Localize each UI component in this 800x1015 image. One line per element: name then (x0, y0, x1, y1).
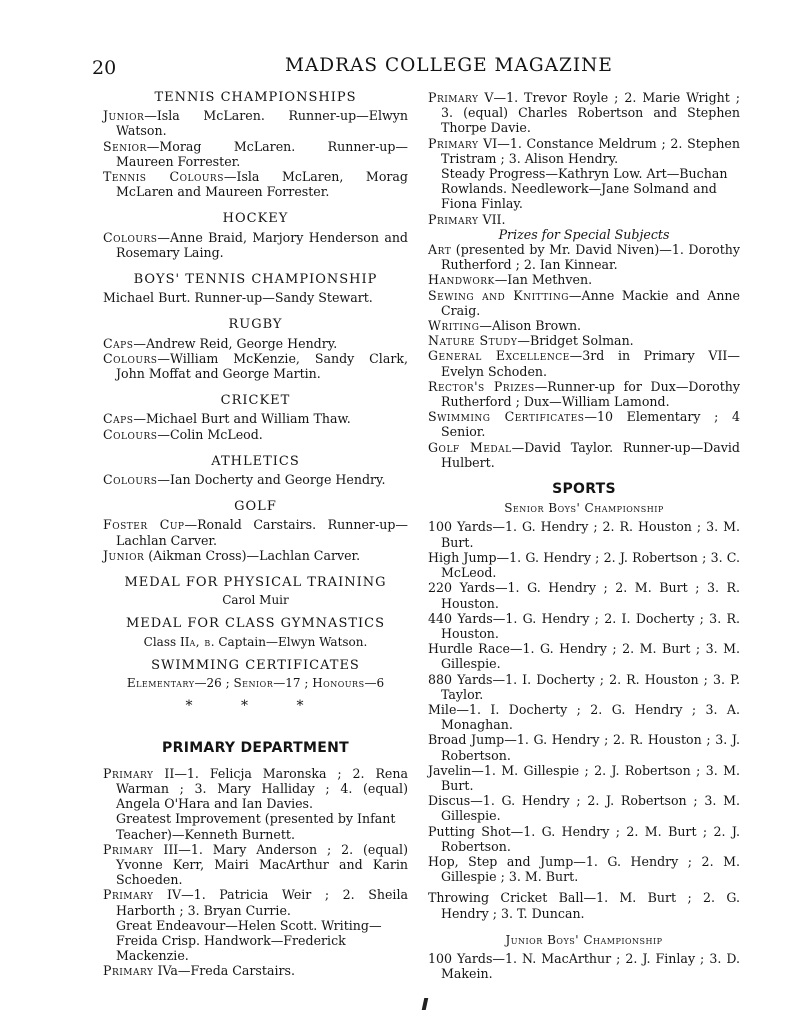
sports-result: Broad Jump—1. G. Hendry ; 2. R. Houston ; 3. J. Robertson. (428, 732, 740, 763)
entry-label: Tennis Colours (103, 169, 224, 185)
entry-label: Colours (103, 350, 158, 366)
sports-result: Hurdle Race—1. G. Hendry ; 2. M. Burt ; 3. M. Gillespie. (428, 641, 740, 672)
entry-text: —Isla McLaren, Morag McLaren and Maureen Forrester. (116, 169, 408, 200)
entry-text: —Runner-up for Dux—Dorothy Rutherford ; Dux—William Lamond. (441, 378, 740, 410)
medal-cg-text: . Captain—Elwyn Watson. (210, 634, 368, 649)
sports-result: Hop, Step and Jump—1. G. Hendry ; 2. M. Gillespie ; 3. M. Burt. (428, 853, 740, 885)
entry-primary-v (428, 90, 740, 136)
entry-boys-tennis: Michael Burt. Runner-up—Sandy Stewart. (103, 290, 373, 306)
entry-tennis-colours (103, 169, 408, 199)
entry-text: —Anne Braid, Marjory Henderson and Rosemary Laing. (116, 229, 408, 260)
heading-rugby: RUGBY (228, 317, 283, 333)
sports-result: Putting Shot—1. G. Hendry ; 2. M. Burt ; 2. J. Robertson. (428, 823, 740, 854)
entry-golf-foster-cup (103, 517, 408, 547)
sports-result: Discus—1. G. Hendry ; 2. J. Robertson ; 3. M. Gillespie. (428, 793, 740, 824)
entry-text: —Anne Mackie and Anne Craig. (441, 287, 740, 318)
entry-primary-ii-extra: Greatest Improvement (presented by Infant Teacher)—Kenneth Burnett. (116, 811, 396, 842)
entry-label: Primary (428, 211, 479, 227)
entry-label: Primary (428, 90, 479, 105)
left-column (103, 90, 408, 979)
entry-label: Colours (103, 229, 158, 245)
entry-text: III—1. Mary Anderson ; 2. (equal) Yvonne Kerr, Mairi MacArthur and Karin Schoeden. (116, 841, 408, 888)
entry-rugby-caps (103, 336, 408, 351)
entry-label: Caps (103, 411, 134, 427)
heading-hockey: HOCKEY (222, 211, 289, 227)
sports-result: High Jump—1. G. Hendry ; 2. J. Robertson ; 3. C. McLeod. (428, 549, 740, 581)
entry-primary-ii (103, 766, 408, 812)
entry-athletics-colours (103, 472, 408, 487)
entry-label: Primary (103, 887, 154, 903)
entry-label: Caps (103, 335, 134, 351)
entry-primary-iii (103, 842, 408, 888)
entry-label: Primary (103, 841, 154, 857)
entry-primary-iv (103, 887, 408, 917)
entry-label: Colours (103, 426, 158, 442)
entry-general-excellence (428, 348, 740, 378)
heading-tennis: TENNIS CHAMPIONSHIPS (154, 90, 357, 105)
entry-text: —Isla McLaren. Runner-up—Elwyn Watson. (116, 108, 408, 139)
swim-label: Honours (312, 676, 365, 691)
entry-text: —David Taylor. Runner-up—David Hulbert. (441, 439, 740, 470)
entry-text: —Colin McLeod. (157, 426, 263, 442)
entry-text: V—1. Trevor Royle ; 2. Marie Wright ; 3. (equal) Charles Robertson and Stephen Thorpe Davie. (441, 90, 740, 136)
sports-result: 880 Yards—1. I. Docherty ; 2. R. Houston ; 3. P. Taylor. (428, 671, 740, 702)
entry-text: (Aikman Cross)—Lachlan Carver. (144, 547, 361, 563)
entry-text: —3rd in Primary VII—Evelyn Schoden. (441, 348, 740, 379)
entry-label: Primary (428, 135, 479, 151)
heading-medal-pt: MEDAL FOR PHYSICAL TRAINING (124, 575, 387, 591)
entry-text: —William McKenzie, Sandy Clark, John Moffat and George Martin. (116, 350, 408, 382)
entry-label: Swimming Certificates (428, 409, 585, 425)
entry-label: Primary (103, 963, 154, 979)
class-prefix: Class II (143, 634, 190, 649)
page-number: 20 (92, 57, 117, 79)
sports-result: Javelin—1. M. Gillespie ; 2. J. Robertson ; 3. M. Burt. (428, 762, 740, 793)
entry-label: Colours (103, 472, 158, 488)
heading-cricket: CRICKET (220, 393, 291, 409)
entry-text: VI—1. Constance Meldrum ; 2. Stephen Tristram ; 3. Alison Hendry. (441, 135, 740, 166)
entry-text: —Ronald Carstairs. Runner-up—Lachlan Carver. (116, 517, 408, 548)
sports-result: Throwing Cricket Ball—1. M. Burt ; 2. G. Hendry ; 3. T. Duncan. (428, 890, 740, 921)
entry-label: Rector's Prizes (428, 378, 535, 394)
swim-value: —17 ; (273, 676, 313, 691)
entry-label: Foster Cup (103, 517, 185, 533)
heading-athletics: ATHLETICS (211, 453, 300, 469)
heading-sports: SPORTS (552, 481, 616, 498)
sports-result: 220 Yards—1. G. Hendry ; 2. M. Burt ; 3. R. Houston. (428, 580, 740, 611)
heading-special-subjects: Prizes for Special Subjects (498, 226, 670, 242)
entry-label: Writing (428, 318, 480, 334)
entry-cricket-caps (103, 411, 408, 426)
entry-golf-junior (103, 548, 408, 563)
entry-label: Golf Medal (428, 439, 512, 455)
entry-handwork (428, 272, 740, 287)
entry-art (428, 242, 740, 272)
swim-value: —26 ; (194, 676, 234, 691)
entry-text: —Michael Burt and William Thaw. (133, 411, 351, 427)
entry-sewing (428, 288, 740, 318)
heading-swimming: SWIMMING CERTIFICATES (151, 657, 360, 673)
entry-tennis-senior (103, 139, 408, 169)
entry-label: Handwork (428, 272, 495, 288)
sports-result: 100 Yards—1. G. Hendry ; 2. R. Houston ; 3. M. Burt. (428, 519, 740, 550)
entry-primary-vi-extra: Steady Progress—Kathryn Low. Art—Buchan Rowlands. Needlework—Jane Solmand and Fiona Finlay. (441, 166, 728, 212)
entry-label: Primary (103, 765, 154, 781)
heading-boys-tennis: BOYS' TENNIS CHAMPIONSHIP (133, 272, 378, 288)
entry-label: Senior (103, 138, 147, 154)
entry-nature-study (428, 333, 740, 348)
section-divider-stars: * * * (185, 698, 326, 715)
entry-label: Junior (103, 547, 145, 563)
subheading-junior-boys: Junior Boys' Championship (505, 932, 663, 947)
entry-text: IVa—Freda Carstairs. (153, 963, 295, 979)
print-mark (422, 998, 429, 1010)
sports-result: Mile—1. I. Docherty ; 2. G. Hendry ; 3. A. Monaghan. (428, 701, 740, 733)
swim-label: Elementary (126, 676, 195, 691)
swim-label: Senior (233, 676, 274, 691)
entry-golf-medal (428, 440, 740, 470)
heading-golf: GOLF (234, 499, 277, 515)
entry-text: —10 Elementary ; 4 Senior. (441, 409, 740, 440)
entry-rectors-prizes (428, 379, 740, 409)
entry-label: Nature Study (428, 333, 518, 349)
sports-result: 440 Yards—1. G. Hendry ; 2. I. Docherty ; 3. R. Houston. (428, 610, 740, 641)
entry-primary-iva (103, 963, 408, 978)
entry-writing (428, 318, 740, 333)
heading-primary-department: PRIMARY DEPARTMENT (162, 739, 349, 756)
entry-rugby-colours (103, 351, 408, 381)
entry-text: —Morag McLaren. Runner-up—Maureen Forrester. (116, 138, 408, 169)
entry-text: IV—1. Patricia Weir ; 2. Sheila Harborth ; 3. Bryan Currie. (116, 887, 408, 918)
entry-cricket-colours (103, 427, 408, 442)
entry-text: II—1. Felicja Maronska ; 2. Rena Warman ; 3. Mary Halliday ; 4. (equal) Angela O'Hara and Ian Davies. (116, 765, 408, 812)
entry-text: —Ian Docherty and George Hendry. (157, 472, 386, 488)
medal-cg-winner (103, 635, 408, 650)
right-column (428, 90, 740, 981)
entry-tennis-junior (103, 108, 408, 138)
entry-label: Sewing and Knitting (428, 287, 569, 303)
subheading-senior-boys: Senior Boys' Championship (504, 501, 664, 516)
entry-primary-vii (428, 212, 740, 227)
entry-text: —Andrew Reid, George Hendry. (133, 335, 338, 351)
entry-label: Art (428, 242, 452, 258)
entry-primary-vi (428, 136, 740, 166)
entry-text: —Bridget Solman. (517, 333, 634, 349)
class-suffix: a, b (189, 634, 211, 649)
entry-text: —Alison Brown. (479, 318, 582, 334)
entry-swimming-certificates (428, 409, 740, 439)
entry-hockey-colours (103, 230, 408, 260)
magazine-title: MADRAS COLLEGE MAGAZINE (285, 55, 613, 76)
entry-text: VII. (478, 211, 506, 227)
sports-result: 100 Yards—1. N. MacArthur ; 2. J. Finlay ; 3. D. Makein. (428, 950, 740, 982)
entry-label: Junior (103, 108, 145, 124)
swim-value: —6 (364, 676, 385, 691)
swimming-certificates-line (103, 676, 408, 691)
entry-primary-iv-extra: Great Endeavour—Helen Scott. Writing—Freida Crisp. Handwork—Frederick Mackenzie. (116, 917, 382, 964)
heading-medal-cg: MEDAL FOR CLASS GYMNASTICS (125, 616, 386, 632)
entry-text: (presented by Mr. David Niven)—1. Dorothy Rutherford ; 2. Ian Kinnear. (441, 242, 740, 273)
entry-label: General Excellence (428, 348, 570, 364)
entry-text: —Ian Methven. (494, 272, 593, 288)
medal-pt-winner: Carol Muir (222, 593, 289, 608)
